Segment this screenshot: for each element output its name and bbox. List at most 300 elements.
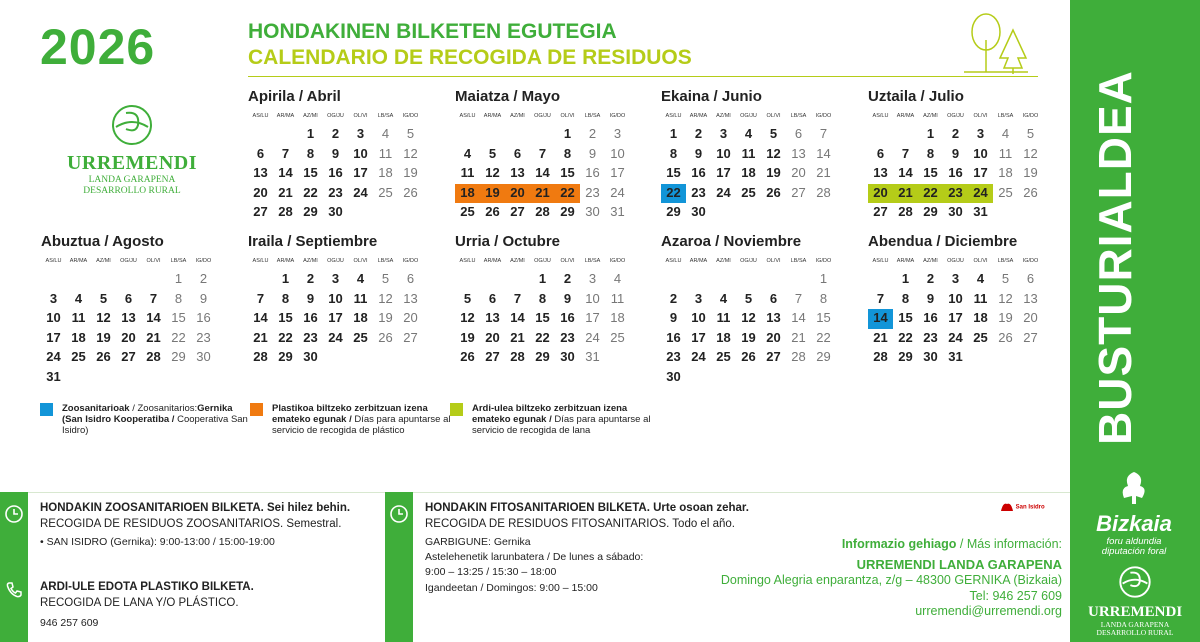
urremendi-logo-white (1088, 565, 1182, 637)
day-cell: 17 (691, 329, 706, 345)
day-cell: 5 (381, 271, 390, 286)
wool-title: ARDI-ULE EDOTA PLASTIKO BILKETA. (40, 581, 254, 593)
day-cell: 30 (691, 204, 706, 219)
day-cell: 16 (691, 165, 706, 180)
weekday-header (41, 254, 223, 268)
day-cell: 26 (96, 349, 111, 364)
day-cell: 13 (485, 310, 500, 325)
weekday-name: AZ/MI (923, 113, 938, 119)
day-cell: 29 (816, 349, 831, 364)
year-title: 2026 (40, 19, 156, 75)
day-cell: 23 (303, 329, 318, 345)
day-cell: 19 (480, 184, 505, 204)
day-cell: 22 (535, 329, 550, 345)
day-cell: 24 (968, 184, 993, 204)
empty-cell (505, 125, 530, 145)
day-cell: 3 (331, 271, 340, 286)
month-calendar (455, 233, 637, 368)
day-cell: 15 (560, 165, 575, 180)
logo-name: URREMENDI (1088, 604, 1183, 620)
day-cell: 23 (560, 329, 575, 345)
empty-cell (868, 270, 893, 290)
weekday-name: OL/VI (560, 113, 575, 119)
weekday-name: AR/MA (483, 258, 502, 264)
day-cell: 13 (253, 165, 268, 180)
day-cell: 2 (331, 126, 340, 141)
day-cell: 3 (694, 290, 703, 306)
day-cell: 19 (96, 329, 111, 345)
day-cell: 22 (278, 329, 293, 345)
day-cell: 24 (716, 184, 731, 200)
day-cell: 18 (741, 165, 756, 180)
day-cell: 9 (669, 310, 678, 325)
day-cell: 20 (1023, 310, 1038, 325)
day-cell: 27 (873, 204, 888, 219)
empty-cell (893, 125, 918, 145)
day-cell: 21 (873, 329, 888, 345)
day-cell: 6 (124, 290, 133, 306)
wool-sub: RECOGIDA DE LANA Y/O PLÁSTICO. (40, 597, 239, 609)
empty-cell (505, 270, 530, 290)
month-calendar (661, 233, 843, 387)
day-cell: 29 (171, 349, 186, 364)
urremendi-emblem-icon (1118, 565, 1152, 599)
day-cell: 20 (505, 184, 530, 204)
day-cell: 9 (951, 145, 960, 161)
zoo-icon-bar (0, 492, 28, 642)
day-grid (661, 125, 843, 223)
weekday-name: AR/MA (69, 258, 88, 264)
day-cell: 17 (716, 165, 731, 180)
day-cell: 2 (588, 126, 597, 141)
trees-icon (958, 10, 1030, 74)
day-cell: 26 (1023, 184, 1038, 200)
weekday-name: OL/VI (973, 113, 988, 119)
day-cell: 4 (976, 271, 985, 286)
day-cell: 13 (510, 165, 525, 180)
fito-line3: 9:00 – 13:25 / 15:30 – 18:00 (425, 566, 557, 578)
phone-icon (4, 580, 24, 600)
day-cell: 31 (973, 204, 988, 219)
empty-cell (530, 125, 555, 145)
day-cell: 30 (196, 349, 211, 364)
day-cell: 7 (513, 290, 522, 306)
weekday-name: IG/DO (815, 258, 832, 264)
empty-cell (711, 270, 736, 290)
day-cell: 30 (666, 368, 681, 384)
day-cell: 25 (998, 184, 1013, 200)
day-cell: 11 (610, 290, 625, 306)
day-cell: 8 (926, 145, 935, 161)
weekday-name: AZ/MI (96, 258, 111, 264)
day-cell: 13 (403, 290, 418, 306)
day-cell: 3 (976, 126, 985, 141)
day-cell: 21 (146, 329, 161, 345)
day-cell: 25 (973, 329, 988, 345)
day-cell: 8 (174, 290, 183, 306)
day-cell: 20 (253, 184, 268, 200)
day-cell: 9 (331, 145, 340, 161)
day-cell: 19 (766, 165, 781, 180)
weekday-name: IG/DO (402, 258, 419, 264)
day-cell: 7 (281, 145, 290, 161)
day-cell: 3 (951, 271, 960, 286)
day-cell: 30 (303, 349, 318, 364)
day-cell: 27 (253, 204, 268, 219)
weekday-name: IG/DO (815, 113, 832, 119)
zoo-detail: • SAN ISIDRO (Gernika): 9:00-13:00 / 15:00-19:00 (40, 536, 275, 548)
fito-sub: RECOGIDA DE RESIDUOS FITOSANITARIOS. Todo el año. (425, 518, 735, 530)
weekday-name: AR/MA (689, 258, 708, 264)
day-cell: 12 (741, 310, 756, 325)
day-cell: 15 (303, 165, 318, 180)
day-cell: 27 (510, 204, 525, 219)
logo-name: URREMENDI (66, 152, 198, 174)
day-cell: 18 (998, 165, 1013, 180)
day-cell: 27 (1023, 329, 1038, 345)
day-cell: 27 (121, 349, 136, 364)
day-cell: 18 (455, 184, 480, 204)
empty-cell (661, 270, 686, 290)
day-cell: 12 (766, 145, 781, 161)
day-cell: 26 (485, 204, 500, 219)
weekday-name: AS/LU (252, 113, 269, 119)
day-cell: 2 (926, 271, 935, 286)
day-cell: 24 (46, 349, 61, 364)
legend-text: Zoosanitarioak / Zoosanitarios:Gernika (San Isidro Kooperatiba / Cooperativa San Isidro) (62, 403, 248, 436)
day-cell: 7 (794, 290, 803, 306)
weekday-name: AR/MA (896, 258, 915, 264)
day-cell: 25 (460, 204, 475, 219)
weekday-name: AS/LU (252, 258, 269, 264)
day-grid (455, 125, 637, 223)
day-cell: 30 (585, 204, 600, 219)
empty-cell (248, 125, 273, 145)
day-cell: 6 (794, 126, 803, 141)
weekday-header (248, 109, 430, 123)
day-cell: 10 (610, 145, 625, 161)
day-cell: 14 (278, 165, 293, 180)
day-cell: 4 (356, 271, 365, 286)
info-label: Informazio gehiago / Más información: (841, 537, 1062, 551)
day-cell: 10 (353, 145, 368, 161)
day-cell: 23 (196, 329, 211, 345)
day-cell: 31 (948, 349, 963, 364)
fito-title: HONDAKIN FITOSANITARIOEN BILKETA. Urte osoan zehar. (425, 502, 749, 514)
weekday-name: OL/VI (353, 113, 368, 119)
day-cell: 23 (666, 349, 681, 364)
day-cell: 20 (766, 329, 781, 345)
day-cell: 11 (71, 310, 86, 325)
day-cell: 15 (278, 310, 293, 325)
bizkaia-tree-icon (1114, 470, 1154, 506)
weekday-name: OG/JU (947, 113, 964, 119)
day-cell: 2 (563, 271, 572, 286)
day-cell: 30 (923, 349, 938, 364)
info-address: Domingo Alegria enparantza, z/g – 48300 GERNIKA (Bizkaia) (720, 573, 1062, 587)
weekday-name: OG/JU (327, 258, 344, 264)
empty-cell (116, 270, 141, 290)
day-cell: 12 (403, 145, 418, 161)
day-cell: 1 (819, 271, 828, 286)
weekday-name: OL/VI (766, 113, 781, 119)
day-cell: 10 (585, 290, 600, 306)
weekday-name: IG/DO (609, 258, 626, 264)
day-cell: 5 (99, 290, 108, 306)
weekday-name: AZ/MI (303, 113, 318, 119)
day-cell: 25 (716, 349, 731, 364)
day-cell: 7 (901, 145, 910, 161)
weekday-header (248, 254, 430, 268)
day-cell: 19 (1023, 165, 1038, 180)
weekday-header (661, 109, 843, 123)
day-cell: 22 (303, 184, 318, 200)
weekday-name: LB/SA (584, 113, 601, 119)
day-cell: 29 (666, 204, 681, 219)
logo-sub2: DESARROLLO RURAL (83, 186, 181, 196)
day-cell: 17 (585, 310, 600, 325)
day-cell: 2 (951, 126, 960, 141)
day-cell: 8 (563, 145, 572, 161)
day-cell: 11 (378, 145, 393, 161)
title-rule (248, 76, 1038, 77)
day-cell: 28 (510, 349, 525, 364)
weekday-name: OL/VI (973, 258, 988, 264)
month-title: Apirila / Abril (248, 88, 341, 105)
day-cell: 28 (816, 184, 831, 200)
weekday-name: OG/JU (327, 113, 344, 119)
day-cell: 5 (488, 145, 497, 161)
empty-cell (66, 270, 91, 290)
day-cell: 23 (585, 184, 600, 200)
weekday-name: OL/VI (146, 258, 161, 264)
day-cell: 24 (610, 184, 625, 200)
weekday-name: IG/DO (1022, 113, 1039, 119)
day-cell: 9 (926, 290, 935, 306)
day-cell: 2 (306, 271, 315, 286)
day-cell: 5 (1026, 126, 1035, 141)
day-cell: 17 (353, 165, 368, 180)
day-cell: 18 (716, 329, 731, 345)
title-basque: HONDAKINEN BILKETEN EGUTEGIA (248, 20, 617, 43)
month-title: Maiatza / Mayo (455, 88, 561, 105)
day-cell: 1 (281, 271, 290, 286)
fito-icon-bar (385, 492, 413, 642)
empty-cell (141, 270, 166, 290)
day-cell: 20 (791, 165, 806, 180)
weekday-name: AZ/MI (510, 258, 525, 264)
weekday-name: AR/MA (896, 113, 915, 119)
empty-cell (786, 270, 811, 290)
day-cell: 18 (71, 329, 86, 345)
day-cell: 12 (96, 310, 111, 325)
title-spanish: CALENDARIO DE RECOGIDA DE RESIDUOS (248, 46, 692, 69)
zoo-sub: RECOGIDA DE RESIDUOS ZOOSANITARIOS. Semestral. (40, 518, 342, 530)
day-cell: 6 (513, 145, 522, 161)
info-tel: Tel: 946 257 609 (969, 589, 1062, 603)
day-cell: 20 (121, 329, 136, 345)
day-cell: 16 (948, 165, 963, 180)
weekday-name: OG/JU (947, 258, 964, 264)
day-cell: 6 (1026, 271, 1035, 286)
weekday-name: AR/MA (276, 258, 295, 264)
day-cell: 16 (196, 310, 211, 325)
weekday-name: AS/LU (665, 113, 682, 119)
day-cell: 18 (973, 310, 988, 325)
empty-cell (868, 125, 893, 145)
day-cell: 15 (898, 310, 913, 325)
weekday-name: AS/LU (872, 258, 889, 264)
day-cell: 15 (666, 165, 681, 180)
day-cell: 17 (973, 165, 988, 180)
day-cell: 18 (353, 310, 368, 325)
day-cell: 21 (791, 329, 806, 345)
day-cell: 7 (819, 126, 828, 141)
bottom-divider (0, 492, 1070, 493)
day-cell: 7 (256, 290, 265, 306)
day-cell: 31 (585, 349, 600, 364)
day-cell: 13 (873, 165, 888, 180)
day-cell: 9 (199, 290, 208, 306)
day-cell: 28 (535, 204, 550, 219)
day-cell: 10 (328, 290, 343, 306)
day-cell: 7 (876, 290, 885, 306)
empty-cell (455, 270, 480, 290)
day-cell: 9 (563, 290, 572, 306)
day-cell: 31 (46, 368, 61, 384)
day-cell: 19 (403, 165, 418, 180)
day-cell: 10 (691, 310, 706, 325)
day-cell: 28 (146, 349, 161, 364)
san-isidro-logo: San Isidro (1000, 500, 1066, 514)
empty-cell (248, 270, 273, 290)
day-cell: 5 (463, 290, 472, 306)
empty-cell (455, 125, 480, 145)
day-cell: 10 (948, 290, 963, 306)
day-cell: 3 (588, 271, 597, 286)
weekday-name: AS/LU (872, 113, 889, 119)
day-cell: 8 (669, 145, 678, 161)
weekday-name: AZ/MI (716, 113, 731, 119)
day-cell: 6 (769, 290, 778, 306)
day-cell: 15 (923, 165, 938, 180)
day-cell: 22 (816, 329, 831, 345)
day-cell: 21 (530, 184, 555, 204)
day-cell: 29 (560, 204, 575, 219)
day-cell: 24 (328, 329, 343, 345)
day-cell: 22 (555, 184, 580, 204)
weekday-name: AR/MA (689, 113, 708, 119)
day-grid (248, 270, 430, 368)
day-cell: 5 (744, 290, 753, 306)
day-cell: 25 (741, 184, 756, 200)
day-cell: 22 (898, 329, 913, 345)
phone-number: 946 257 609 (40, 617, 99, 629)
urremendi-logo (62, 103, 202, 197)
empty-cell (686, 270, 711, 290)
fito-line1: GARBIGUNE: Gernika (425, 536, 531, 548)
day-cell: 30 (560, 349, 575, 364)
day-cell: 15 (171, 310, 186, 325)
day-cell: 5 (769, 126, 778, 141)
month-title: Abuztua / Agosto (41, 233, 164, 250)
day-cell: 27 (766, 349, 781, 364)
clock-icon (4, 504, 24, 524)
day-cell: 9 (306, 290, 315, 306)
day-cell: 13 (791, 145, 806, 161)
day-cell: 1 (538, 271, 547, 286)
day-cell: 12 (998, 290, 1013, 306)
bizkaia-sub1: foru aldundia (1106, 536, 1162, 547)
month-calendar (455, 88, 637, 223)
weekday-header (455, 254, 637, 268)
day-cell: 29 (535, 349, 550, 364)
info-email[interactable]: urremendi@urremendi.org (915, 604, 1062, 618)
weekday-header (661, 254, 843, 268)
day-cell: 2 (694, 126, 703, 141)
day-cell: 12 (378, 290, 393, 306)
month-calendar (41, 233, 223, 387)
day-cell: 23 (923, 329, 938, 345)
day-cell: 24 (585, 329, 600, 345)
day-cell: 22 (661, 184, 686, 204)
day-cell: 27 (791, 184, 806, 200)
day-cell: 28 (253, 349, 268, 364)
day-grid (41, 270, 223, 387)
weekday-name: OG/JU (534, 258, 551, 264)
day-cell: 28 (873, 349, 888, 364)
day-cell: 25 (378, 184, 393, 200)
day-cell: 23 (328, 184, 343, 200)
day-cell: 11 (716, 310, 731, 325)
weekday-name: OG/JU (740, 258, 757, 264)
day-cell: 30 (328, 204, 343, 219)
legend-text: Ardi-ulea biltzeko zerbitzuan izena emateko egunak / Días para apuntarse al servicio de recogida de lana (472, 403, 651, 436)
day-cell: 29 (923, 204, 938, 219)
day-cell: 29 (303, 204, 318, 219)
weekday-name: AZ/MI (510, 113, 525, 119)
day-grid (455, 270, 637, 368)
day-cell: 16 (560, 310, 575, 325)
day-cell: 20 (403, 310, 418, 325)
day-cell: 16 (328, 165, 343, 180)
month-title: Uztaila / Julio (868, 88, 964, 105)
day-cell: 10 (46, 310, 61, 325)
day-cell: 14 (510, 310, 525, 325)
logo-sub1: LANDA GARAPENA (1100, 620, 1170, 629)
day-cell: 26 (741, 349, 756, 364)
day-cell: 17 (610, 165, 625, 180)
weekday-name: LB/SA (790, 258, 807, 264)
day-cell: 14 (791, 310, 806, 325)
day-cell: 28 (278, 204, 293, 219)
weekday-name: AS/LU (45, 258, 62, 264)
day-cell: 26 (403, 184, 418, 200)
day-cell: 12 (485, 165, 500, 180)
weekday-name: OL/VI (353, 258, 368, 264)
day-cell: 8 (819, 290, 828, 306)
legend-text: Plastikoa biltzeko zerbitzuan izena emateko egunak / Días para apuntarse al servicio de recogida de plástico (272, 403, 451, 436)
weekday-header (868, 254, 1050, 268)
region-name: BUSTURIALDEA (1089, 70, 1141, 445)
legend-swatch (250, 403, 263, 416)
zoo-title: HONDAKIN ZOOSANITARIOEN BILKETA. Sei hilez behin. (40, 502, 351, 514)
bizkaia-name: Bizkaia (1096, 511, 1172, 536)
day-cell: 30 (948, 204, 963, 219)
day-cell: 16 (666, 329, 681, 345)
month-title: Urria / Octubre (455, 233, 561, 250)
weekday-name: IG/DO (402, 113, 419, 119)
